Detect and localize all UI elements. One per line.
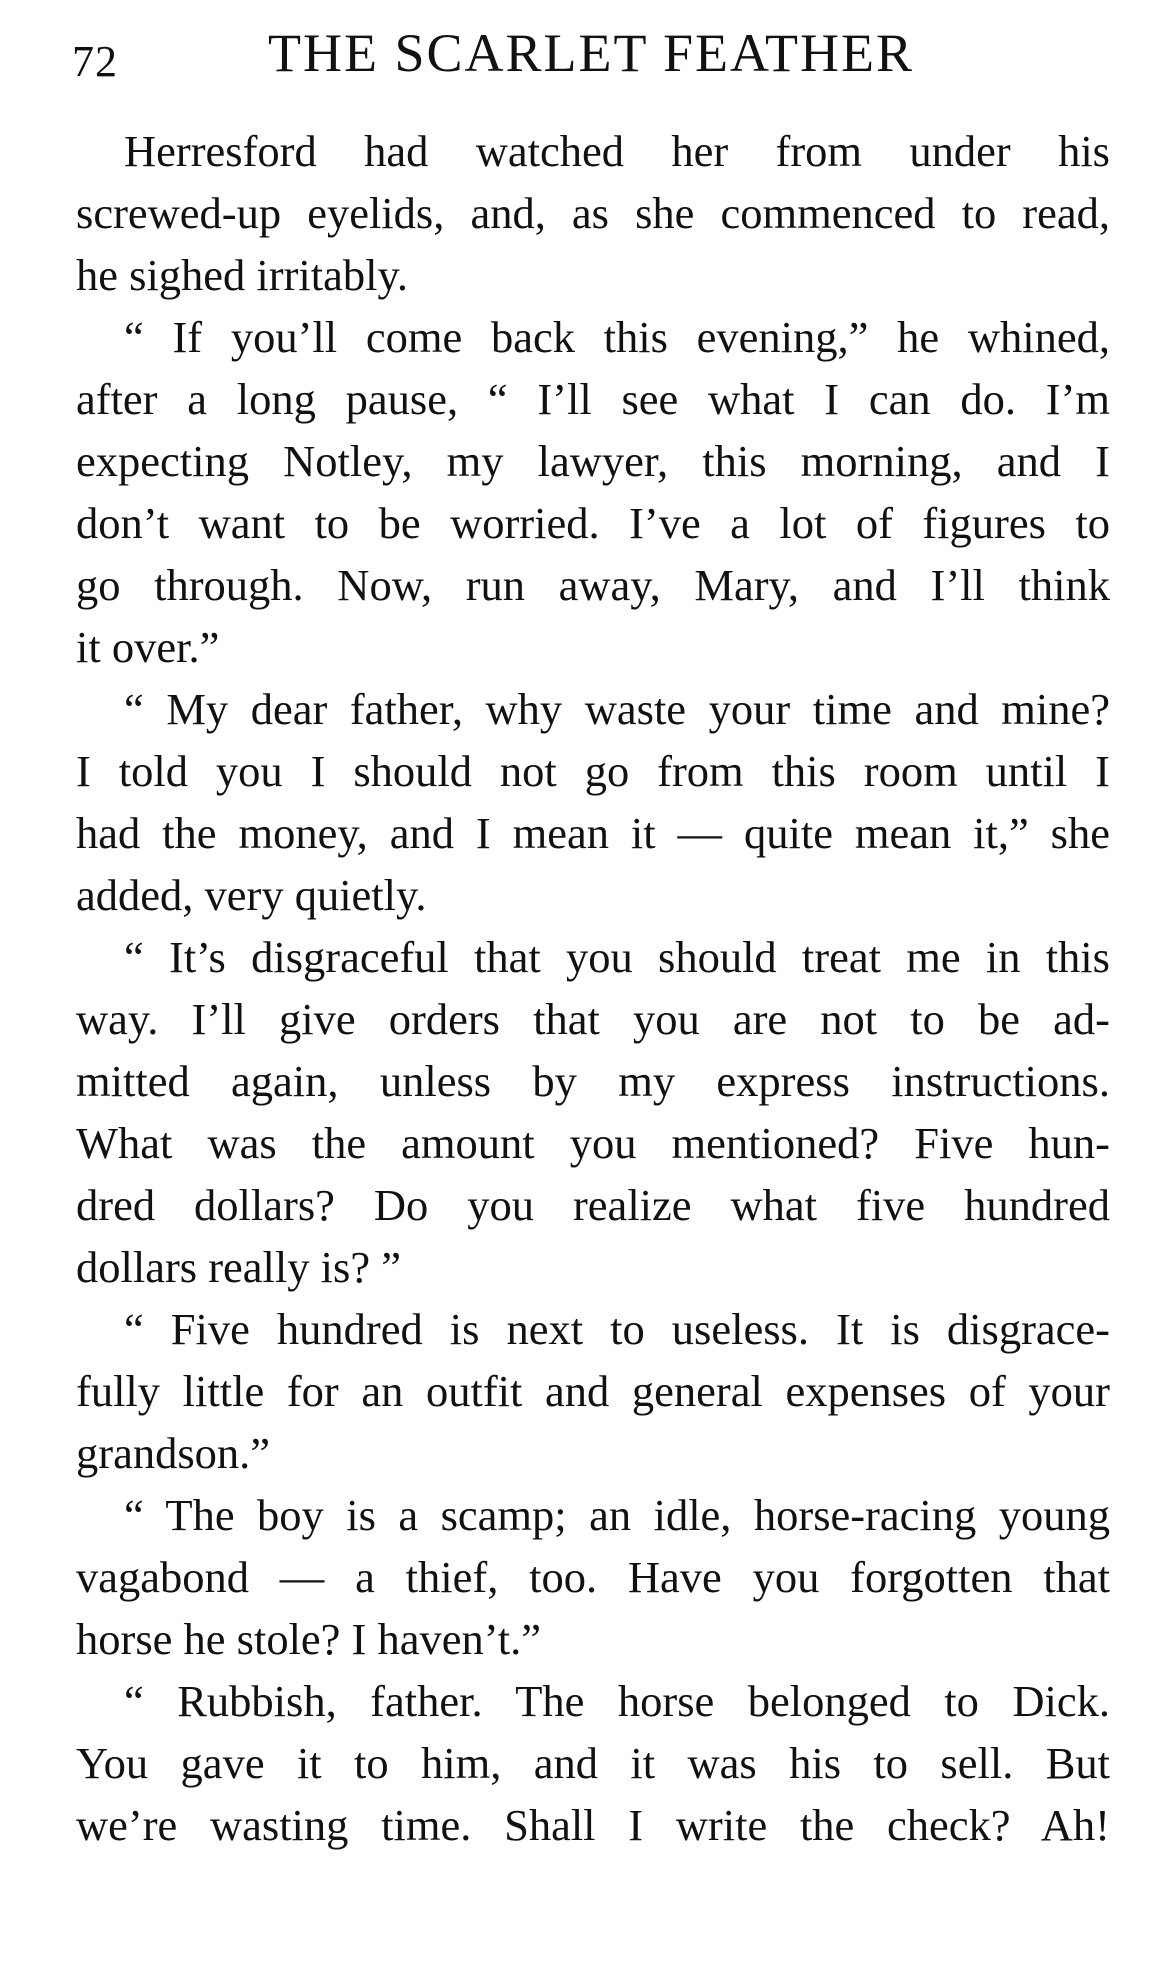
body-text — [76, 120, 1110, 1856]
text-line: “ It’s disgraceful that you should treat me in this — [124, 932, 1110, 982]
text-line: expecting Notley, my lawyer, this morning, and I — [76, 436, 1110, 486]
text-line: we’re wasting time. Shall I write the check? Ah! — [76, 1800, 1110, 1850]
text-line: added, very quietly. — [76, 870, 427, 920]
text-line: he sighed irritably. — [76, 250, 409, 300]
text-line: vagabond — a thief, too. Have you forgotten that — [76, 1552, 1110, 1602]
text-line: way. I’ll give orders that you are not to be ad- — [76, 994, 1110, 1044]
paragraph — [76, 926, 1110, 1298]
page-number: 72 — [72, 37, 118, 86]
running-title: THE SCARLET FEATHER — [268, 23, 915, 83]
text-line: it over.” — [76, 622, 220, 672]
text-line: What was the amount you mentioned? Five hun- — [76, 1118, 1110, 1168]
text-line: horse he stole? I haven’t.” — [76, 1614, 542, 1664]
text-line: go through. Now, run away, Mary, and I’ll think — [76, 560, 1110, 610]
text-line: had the money, and I mean it — quite mean it,” she — [76, 808, 1110, 858]
text-line: mitted again, unless by my express instructions. — [76, 1056, 1110, 1106]
text-line: fully little for an outfit and general expenses of your — [76, 1366, 1110, 1416]
text-line: don’t want to be worried. I’ve a lot of figures to — [76, 498, 1110, 548]
text-line: after a long pause, “ I’ll see what I can do. I’m — [76, 374, 1110, 424]
text-line: “ The boy is a scamp; an idle, horse-racing young — [124, 1490, 1110, 1540]
paragraph — [76, 120, 1110, 306]
text-line: dred dollars? Do you realize what five hundred — [76, 1180, 1110, 1230]
paragraph — [76, 306, 1110, 678]
text-line: Herresford had watched her from under his — [124, 126, 1110, 176]
text-line: screwed-up eyelids, and, as she commenced to read, — [76, 188, 1110, 238]
text-line: “ If you’ll come back this evening,” he whined, — [124, 312, 1110, 362]
text-line: You gave it to him, and it was his to sell. But — [76, 1738, 1110, 1788]
paragraph — [76, 1484, 1110, 1670]
page-header — [72, 22, 1112, 92]
text-line: “ Rubbish, father. The horse belonged to Dick. — [124, 1676, 1110, 1726]
paragraph — [76, 678, 1110, 926]
paragraph — [76, 1670, 1110, 1856]
text-line: dollars really is? ” — [76, 1242, 401, 1292]
text-line: grandson.” — [76, 1428, 271, 1478]
text-line: I told you I should not go from this room until I — [76, 746, 1110, 796]
text-line: “ My dear father, why waste your time and mine? — [124, 684, 1110, 734]
paragraph — [76, 1298, 1110, 1484]
text-line: “ Five hundred is next to useless. It is disgrace- — [124, 1304, 1110, 1354]
